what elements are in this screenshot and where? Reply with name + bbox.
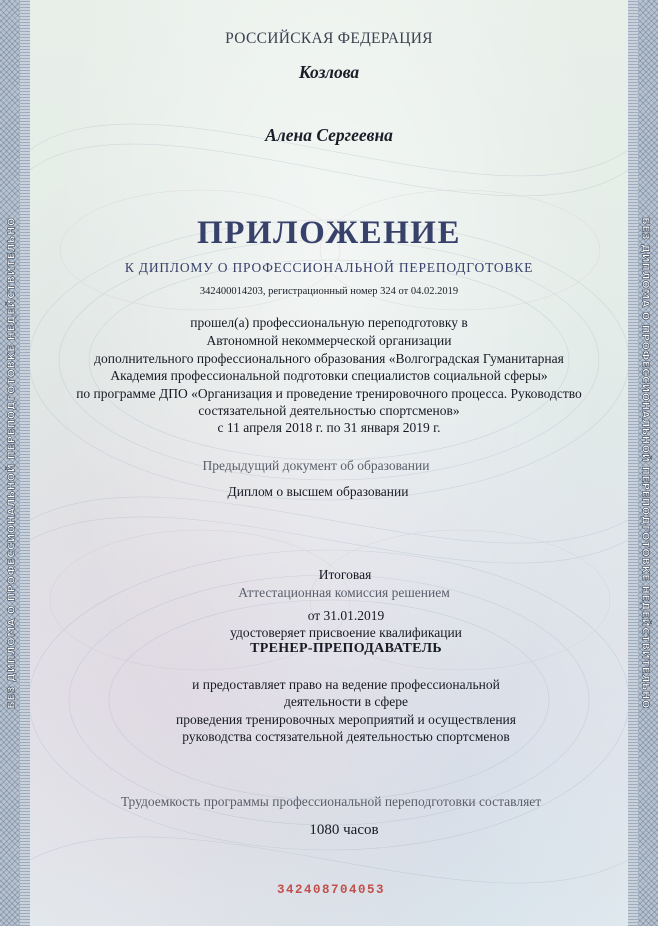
training-period: с 11 апреля 2018 г. по 31 января 2019 г. [217, 420, 441, 435]
qualification-title: ТРЕНЕР-ПРЕПОДАВАТЕЛЬ [250, 641, 442, 656]
training-line: дополнительного профессионального образования «Волгоградская Гуманитарная [94, 351, 564, 366]
attestation-commission-label: Аттестационная комиссия решением [238, 585, 450, 600]
holder-surname: Козлова [298, 62, 360, 82]
previous-document-label: Предыдущий документ об образовании [202, 458, 430, 473]
country-name: РОССИЙСКАЯ ФЕДЕРАЦИЯ [225, 30, 433, 47]
rights-line: руководства состязательной деятельностью спортсменов [182, 729, 510, 744]
holder-given-names: Алена Сергеевна [265, 125, 393, 145]
training-line: состязательной деятельностью спортсменов» [198, 403, 460, 418]
left-band-text: БЕЗ ДИПЛОМА О ПРОФЕССИОНАЛЬНОЙ ПЕРЕПОДГОТОВКЕ НЕДЕЙСТВИТЕЛЬНО [6, 217, 18, 709]
right-band-text: БЕЗ ДИПЛОМА О ПРОФЕССИОНАЛЬНОЙ ПЕРЕПОДГОТОВКЕ НЕДЕЙСТВИТЕЛЬНО [639, 217, 651, 709]
attestation-final-word: Итоговая [318, 567, 372, 582]
training-line: по программе ДПО «Организация и проведение тренировочного процесса. Руководство [76, 386, 582, 401]
training-line: Академия профессиональной подготовки специалистов социальной сферы» [110, 368, 548, 383]
document-subtitle: К ДИПЛОМУ О ПРОФЕССИОНАЛЬНОЙ ПЕРЕПОДГОТОВКЕ [124, 260, 534, 275]
program-hours-label: Трудоемкость программы профессиональной переподготовки составляет [120, 794, 542, 809]
serial-number: 342408704053 [276, 883, 385, 897]
attestation-date: от 31.01.2019 [307, 608, 385, 623]
attestation-certifies: удостоверяет присвоение квалификации [230, 625, 462, 640]
training-line: прошел(а) профессиональную переподготовку в [190, 315, 468, 330]
rights-line: деятельности в сфере [283, 694, 409, 709]
training-line: Автономной некоммерческой организации [206, 333, 452, 348]
previous-document-value: Диплом о высшем образовании [227, 484, 409, 499]
registration-line: 342400014203, регистрационный номер 324 от 04.02.2019 [199, 286, 459, 297]
rights-line: проведения тренировочных мероприятий и осуществления [176, 712, 516, 727]
rights-line: и предоставляет право на ведение профессиональной [192, 677, 500, 692]
program-hours-value: 1080 часов [309, 822, 379, 838]
document-title: ПРИЛОЖЕНИЕ [197, 215, 461, 251]
